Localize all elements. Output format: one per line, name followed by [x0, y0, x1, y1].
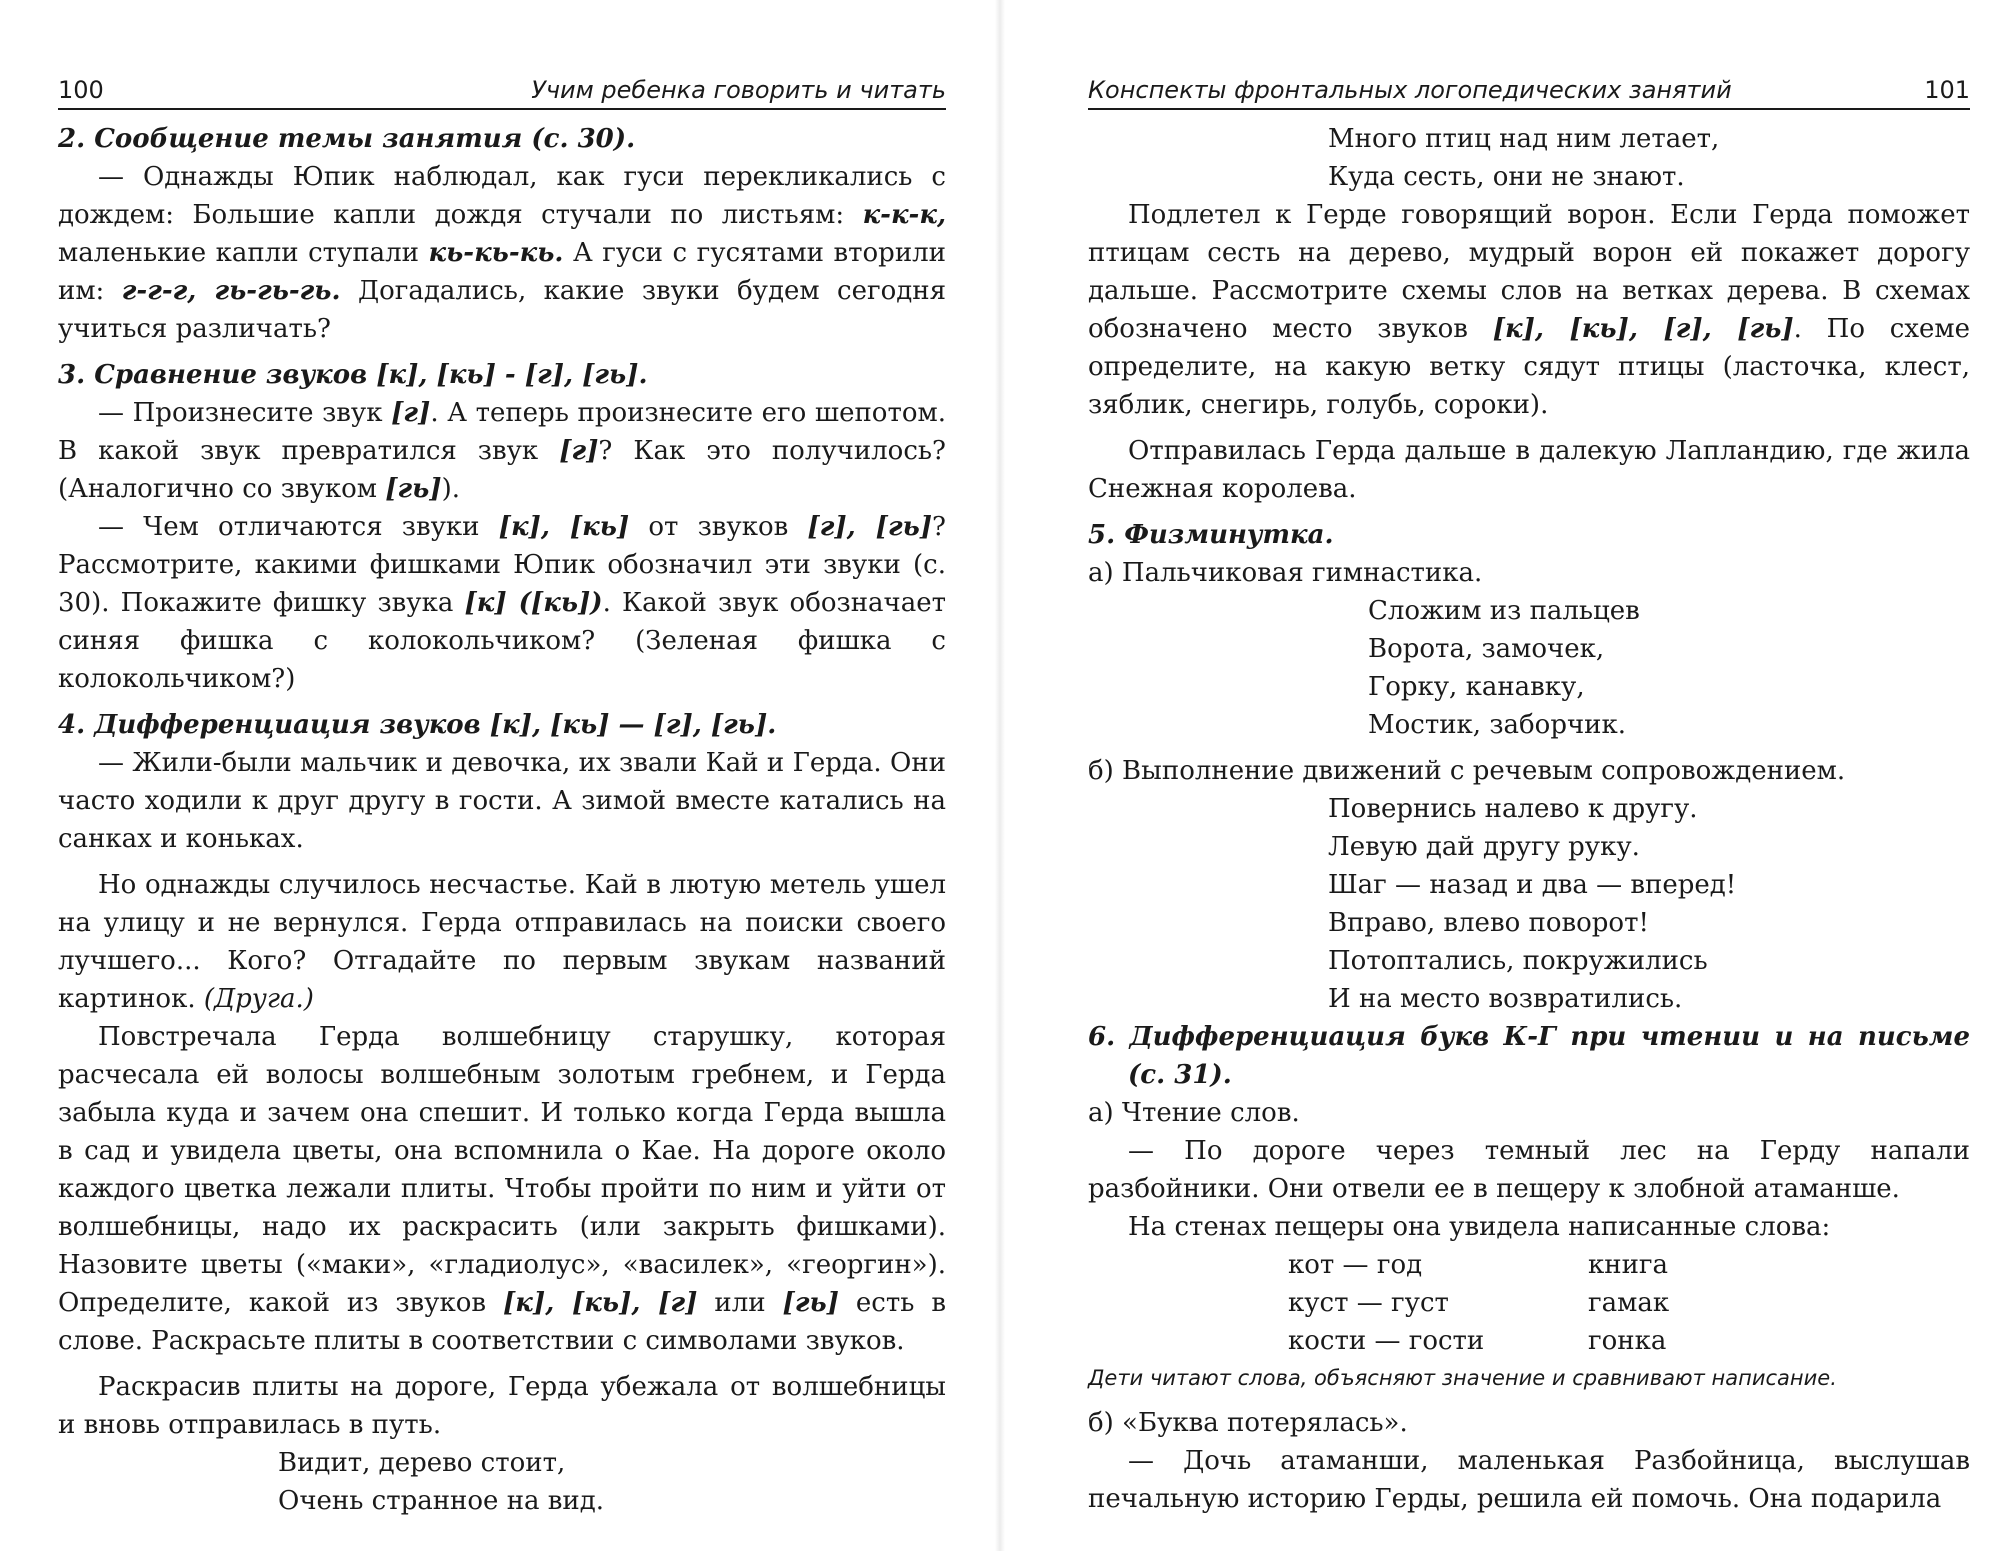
- poem-tree-continued: [1328, 120, 1970, 196]
- left-text-column: [58, 120, 946, 1520]
- section-4-heading: 4. Дифференциация звуков [к], [кь] — [г], [гь].: [58, 710, 777, 740]
- teacher-note: Дети читают слова, объясняют значение и сравнивают написание.: [1088, 1366, 1837, 1390]
- verse-line: Вправо, влево поворот!: [1328, 908, 1649, 938]
- section-6-paragraph-1: — По дороге через темный лес на Герду напали разбойники. Они отвели ее в пещеру к злобной атаманше.: [1088, 1136, 1970, 1204]
- left-header-rule: [58, 108, 946, 110]
- word-single: гамак: [1588, 1288, 1670, 1318]
- right-running-header: [1088, 62, 1970, 104]
- section-6-item-b: б) «Буква потерялась».: [1088, 1408, 1408, 1438]
- section-4-paragraph-3: Повстречала Герда волшебницу старушку, которая расчесала ей волосы волшебным золотым гребнем, и Герда забыла куда и зачем она спешит. И только когда Герда вышла в сад и увидела цветы, она вспомнила о Кае. На дороге около каждого цветка лежали плиты. Чтобы пройти по ним и уйти от волшебницы, надо их раскрасить (или закрыть фишками). Назовите цветы («маки», «гладиолус», «василек», «георгин»). Определите, какой из звуков [к], [кь], [г] или [гь] есть в слове. Раскрасьте плиты в соответствии с символами звуков.: [58, 1022, 946, 1356]
- right-page: [1000, 0, 2000, 1551]
- verse-line: Видит, дерево стоит,: [278, 1448, 566, 1478]
- section-6-paragraph-2: На стенах пещеры она увидела написанные слова:: [1128, 1212, 1831, 1242]
- section-6-paragraph-3: — Дочь атаманши, маленькая Разбойница, выслушав печальную историю Герды, решила ей помочь. Она подарила: [1088, 1446, 1970, 1514]
- section-6-item-a: а) Чтение слов.: [1088, 1098, 1300, 1128]
- section-3-paragraph-2: — Чем отличаются звуки [к], [кь] от звуков [г], [гь]? Рассмотрите, какими фишками Юпик обозначил эти звуки (с. 30). Покажите фишку звука [к] ([кь]). Какой звук обозначает синяя фишка с колокольчиком? (Зеленая фишка с колокольчиком?): [58, 512, 946, 694]
- left-running-header: [58, 62, 946, 104]
- section-4-paragraph-1: — Жили-были мальчик и девочка, их звали Кай и Герда. Они часто ходили к друг другу в гости. А зимой вместе катались на санках и коньках.: [58, 748, 946, 854]
- right-page-number: 101: [1924, 76, 1970, 104]
- verse-line: Много птиц над ним летает,: [1328, 124, 1720, 154]
- left-header-title: Учим ребенка говорить и читать: [531, 76, 946, 104]
- word-pairs-table: [1288, 1246, 1970, 1360]
- verse-line: Левую дай другу руку.: [1328, 832, 1640, 862]
- section-3-paragraph-1: — Произнесите звук [г]. А теперь произнесите его шепотом. В какой звук превратился звук [г]? Как это получилось? (Аналогично со звуком [гь]).: [58, 398, 946, 504]
- verse-line: И на место возвратились.: [1328, 984, 1683, 1014]
- raven-paragraph: Подлетел к Герде говорящий ворон. Если Герда поможет птицам сесть на дерево, мудрый ворон ей покажет дорогу дальше. Рассмотрите схемы слов на ветках дерева. В схемах обозначено место звуков [к], [кь], [г], [гь]. По схеме определите, на какую ветку сядут птицы (ласточка, клест, зяблик, снегирь, голубь, сороки).: [1088, 200, 1970, 420]
- section-2-paragraph: — Однажды Юпик наблюдал, как гуси перекликались с дождем: Большие капли дождя стучали по листьям: к-к-к, маленькие капли ступали кь-кь-кь. А гуси с гусятами вторили им: г-г-г, гь-гь-гь. Догадались, какие звуки будем сегодня учиться различать?: [58, 162, 946, 344]
- poem-movements: [1328, 790, 1970, 1018]
- word-pair-left: кот — год: [1288, 1250, 1423, 1280]
- section-5-item-a: а) Пальчиковая гимнастика.: [1088, 558, 1483, 588]
- section-2-heading: 2. Сообщение темы занятия (с. 30).: [58, 124, 636, 154]
- lapland-paragraph: Отправилась Герда дальше в далекую Лапландию, где жила Снежная королева.: [1088, 436, 1970, 504]
- verse-line: Мостик, заборчик.: [1368, 710, 1626, 740]
- verse-line: Горку, канавку,: [1368, 672, 1585, 702]
- word-single: книга: [1588, 1250, 1669, 1280]
- right-header-rule: [1088, 108, 1970, 110]
- verse-line: Ворота, замочек,: [1368, 634, 1605, 664]
- section-5-heading: 5. Физминутка.: [1088, 520, 1334, 550]
- poem-finger-gymnastics: [1368, 592, 1970, 744]
- section-4-paragraph-4: Раскрасив плиты на дороге, Герда убежала от волшебницы и вновь отправилась в путь.: [58, 1372, 946, 1440]
- verse-line: Очень странное на вид.: [278, 1486, 605, 1516]
- verse-line: Повернись налево к другу.: [1328, 794, 1698, 824]
- left-page-number: 100: [58, 76, 104, 104]
- verse-line: Потоптались, покружились: [1328, 946, 1708, 976]
- poem-tree: [278, 1444, 946, 1520]
- right-header-title: Конспекты фронтальных логопедических занятий: [1088, 76, 1732, 104]
- right-text-column: [1088, 120, 1970, 1518]
- word-pair-left: кости — гости: [1288, 1326, 1485, 1356]
- section-6-heading: 6. Дифференциация букв К-Г при чтении и на письме (с. 31).: [1088, 1022, 1970, 1090]
- verse-line: Шаг — назад и два — вперед!: [1328, 870, 1737, 900]
- verse-line: Куда сесть, они не знают.: [1328, 162, 1685, 192]
- verse-line: Сложим из пальцев: [1368, 596, 1640, 626]
- section-5-item-b: б) Выполнение движений с речевым сопровождением.: [1088, 756, 1846, 786]
- section-3-heading: 3. Сравнение звуков [к], [кь] - [г], [гь].: [58, 360, 648, 390]
- section-4-paragraph-2: Но однажды случилось несчастье. Кай в лютую метель ушел на улицу и не вернулся. Герда отправилась на поиски своего лучшего... Кого? Отгадайте по первым звукам названий картинок. (Друга.): [58, 870, 946, 1014]
- word-single: гонка: [1588, 1326, 1667, 1356]
- word-pair-left: куст — густ: [1288, 1288, 1449, 1318]
